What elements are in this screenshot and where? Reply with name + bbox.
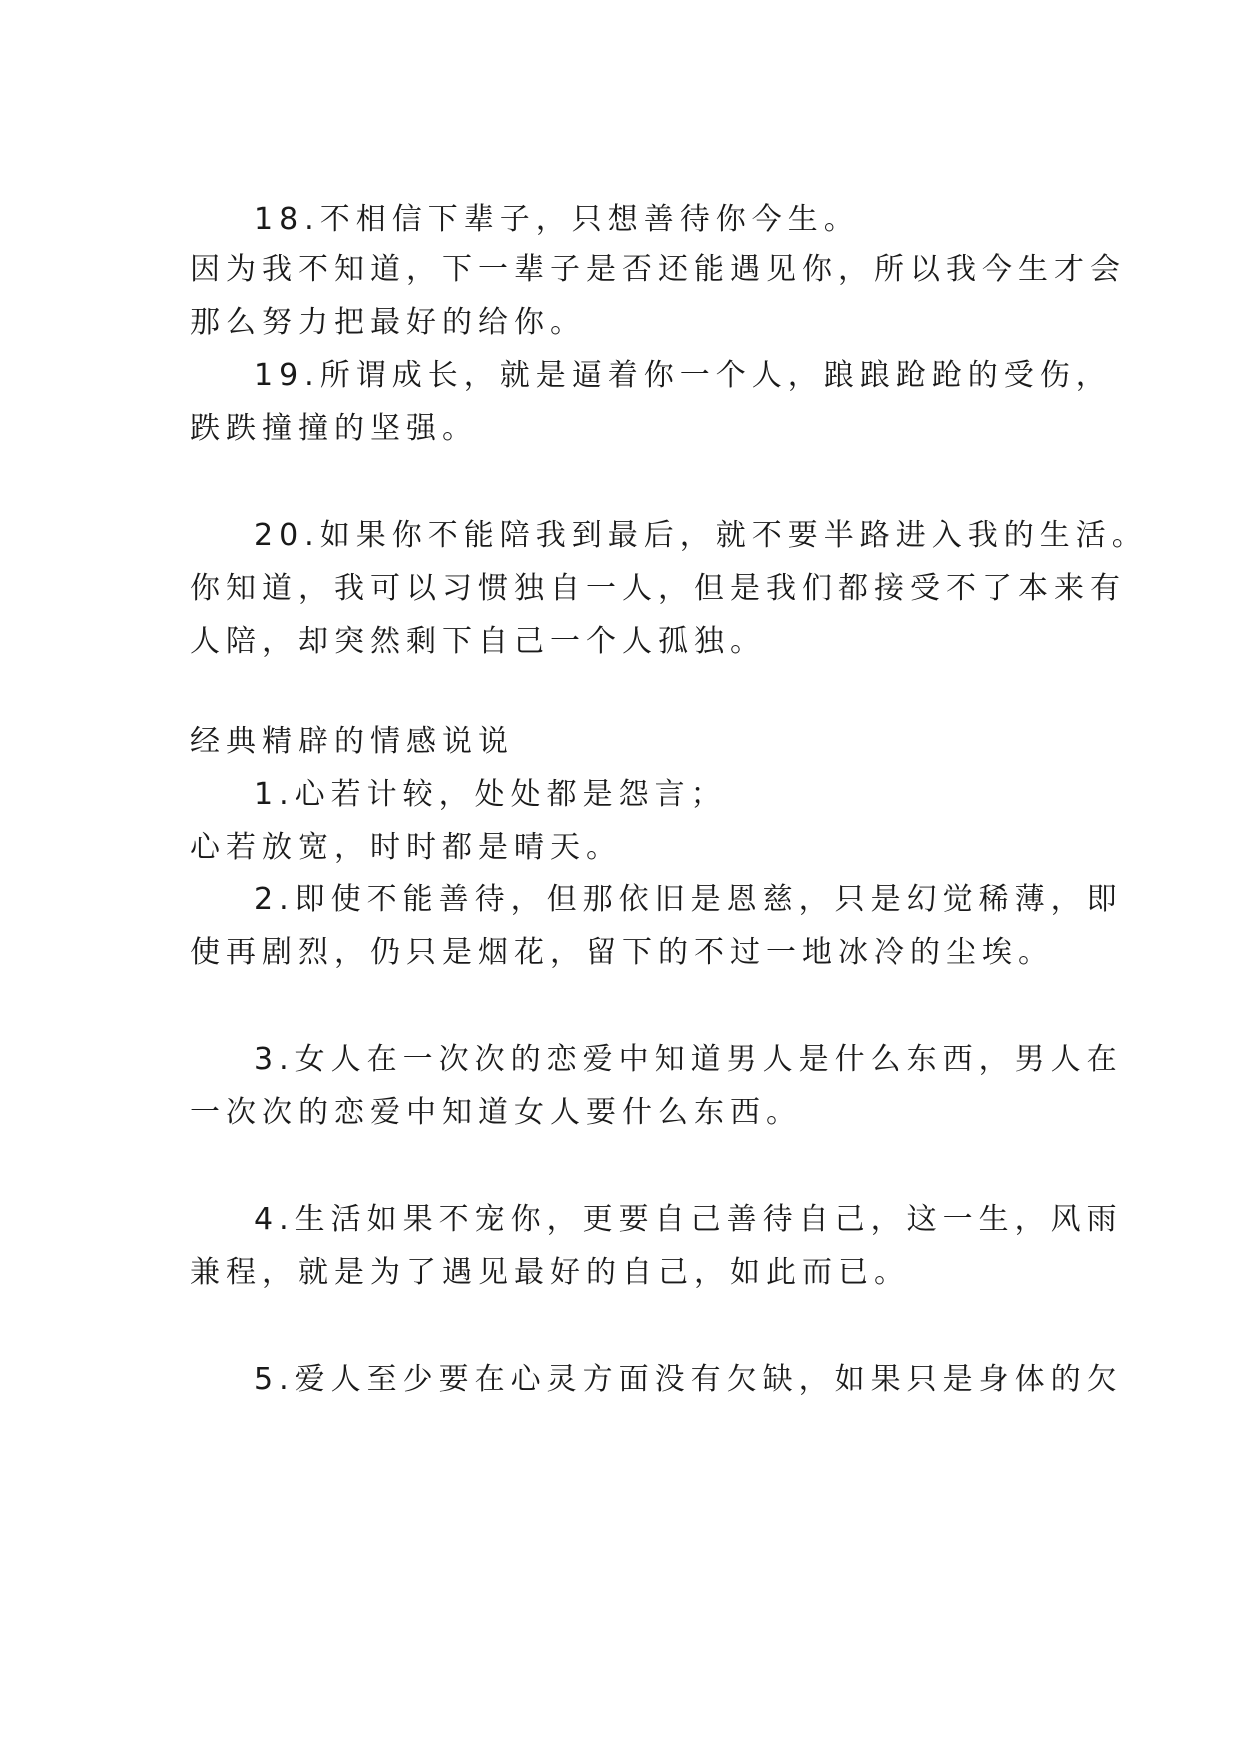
item-18-line-1: 18.不相信下辈子，只想善待你今生。: [254, 202, 860, 237]
item-4-line-2: 兼程，就是为了遇见最好的自己，如此而已。: [190, 1255, 910, 1290]
item-5-line-1: 5.爱人至少要在心灵方面没有欠缺，如果只是身体的欠: [254, 1362, 1123, 1397]
item-1-line-1: 1.心若计较，处处都是怨言；: [254, 777, 727, 812]
item-20-line-3: 人陪，却突然剩下自己一个人孤独。: [190, 624, 766, 659]
item-3-line-1: 3.女人在一次次的恋爱中知道男人是什么东西，男人在: [254, 1042, 1123, 1077]
item-2-line-2: 使再剧烈，仍只是烟花，留下的不过一地冰冷的尘埃。: [190, 935, 1054, 970]
item-4-line-1: 4.生活如果不宠你，更要自己善待自己，这一生，风雨: [254, 1202, 1123, 1237]
item-20-line-1: 20.如果你不能陪我到最后，就不要半路进入我的生活。: [254, 518, 1148, 553]
item-18-line-2: 因为我不知道，下一辈子是否还能遇见你，所以我今生才会: [190, 252, 1126, 287]
item-18-line-3: 那么努力把最好的给你。: [190, 305, 586, 340]
item-20-line-2: 你知道，我可以习惯独自一人，但是我们都接受不了本来有: [190, 571, 1126, 606]
item-19-line-2: 跌跌撞撞的坚强。: [190, 411, 478, 446]
item-3-line-2: 一次次的恋爱中知道女人要什么东西。: [190, 1095, 802, 1130]
section-heading: 经典精辟的情感说说: [190, 724, 514, 759]
item-2-line-1: 2.即使不能善待，但那依旧是恩慈，只是幻觉稀薄，即: [254, 882, 1123, 917]
item-19-line-1: 19.所谓成长，就是逼着你一个人，踉踉跄跄的受伤，: [254, 358, 1112, 393]
item-1-line-2: 心若放宽，时时都是晴天。: [190, 830, 622, 865]
